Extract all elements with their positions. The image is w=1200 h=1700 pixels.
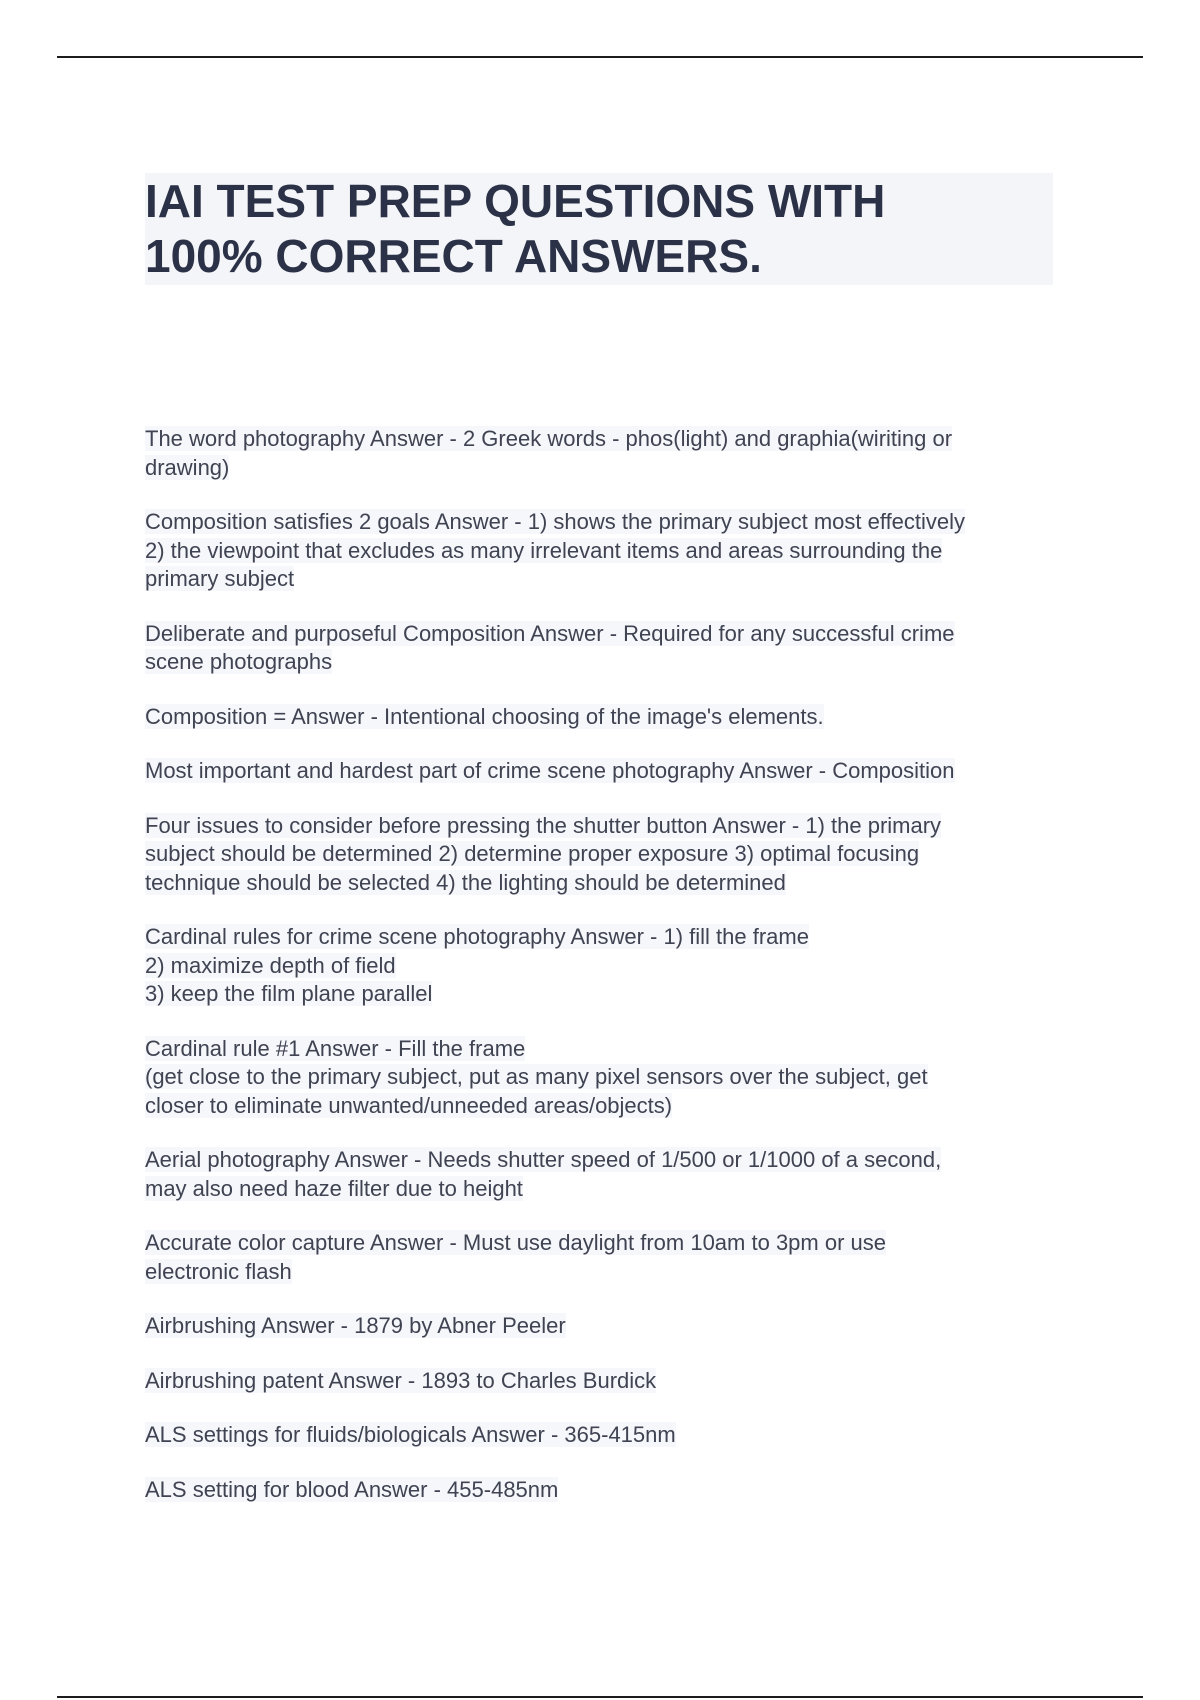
qa-text: Composition satisfies 2 goals Answer - 1) shows the primary subject most effectively: [145, 509, 966, 534]
qa-line: [145, 1146, 1065, 1175]
document-title: [145, 173, 1053, 285]
qa-text: (get close to the primary subject, put as many pixel sensors over the subject, get: [145, 1064, 928, 1089]
qa-line: [145, 1421, 1065, 1450]
qa-line: [145, 1312, 1065, 1341]
qa-entry: [145, 1229, 1065, 1286]
qa-text: Accurate color capture Answer - Must use daylight from 10am to 3pm or use: [145, 1230, 886, 1255]
qa-text: 3) keep the film plane parallel: [145, 981, 433, 1006]
qa-text: Airbrushing Answer - 1879 by Abner Peeler: [145, 1313, 566, 1338]
qa-entry: [145, 703, 1065, 732]
qa-entry: [145, 508, 1065, 594]
qa-entry: [145, 1035, 1065, 1121]
qa-text: technique should be selected 4) the lighting should be determined: [145, 869, 786, 895]
qa-line: [145, 1092, 1065, 1121]
qa-text: 2) maximize depth of field: [145, 952, 396, 978]
qa-text: ALS setting for blood Answer - 455-485nm: [145, 1476, 559, 1502]
qa-text: Cardinal rule #1 Answer - Fill the frame: [145, 1035, 526, 1061]
qa-text: Four issues to consider before pressing the shutter button Answer - 1) the primary: [145, 812, 942, 838]
qa-text: Airbrushing patent Answer - 1893 to Charles Burdick: [145, 1367, 657, 1393]
qa-line: [145, 952, 1065, 981]
title-line: 100% CORRECT ANSWERS.: [145, 230, 762, 282]
qa-line: [145, 454, 1065, 483]
qa-text: Aerial photography Answer - Needs shutter speed of 1/500 or 1/1000 of a second,: [145, 1147, 942, 1172]
qa-line: [145, 1175, 1065, 1204]
qa-line: [145, 648, 1065, 677]
qa-list: [145, 425, 1065, 1530]
qa-line: [145, 565, 1065, 594]
qa-text: Composition = Answer - Intentional choosing of the image's elements.: [145, 703, 824, 729]
qa-line: [145, 1035, 1065, 1064]
qa-text: may also need haze filter due to height: [145, 1175, 523, 1201]
qa-line: [145, 980, 1065, 1009]
qa-entry: [145, 1476, 1065, 1505]
qa-entry: [145, 757, 1065, 786]
qa-text: 2) the viewpoint that excludes as many irrelevant items and areas surrounding the: [145, 537, 943, 563]
top-rule: [57, 56, 1143, 58]
qa-line: [145, 508, 1065, 537]
qa-entry: [145, 812, 1065, 898]
qa-line: [145, 757, 1065, 786]
qa-line: [145, 1258, 1065, 1287]
qa-entry: [145, 425, 1065, 482]
qa-line: [145, 620, 1065, 649]
qa-text: electronic flash: [145, 1258, 292, 1284]
qa-line: [145, 1063, 1065, 1092]
bottom-rule: [57, 1696, 1143, 1698]
title-line: IAI TEST PREP QUESTIONS WITH: [145, 175, 886, 227]
qa-entry: [145, 1367, 1065, 1396]
qa-entry: [145, 1146, 1065, 1203]
qa-text: primary subject: [145, 566, 295, 591]
qa-line: [145, 1229, 1065, 1258]
qa-text: closer to eliminate unwanted/unneeded areas/objects): [145, 1092, 673, 1118]
qa-line: [145, 1367, 1065, 1396]
qa-text: subject should be determined 2) determine proper exposure 3) optimal focusing: [145, 841, 920, 866]
qa-text: Deliberate and purposeful Composition Answer - Required for any successful crime: [145, 620, 955, 646]
qa-entry: [145, 923, 1065, 1009]
qa-text: drawing): [145, 454, 230, 480]
qa-text: ALS settings for fluids/biologicals Answer - 365-415nm: [145, 1422, 676, 1447]
qa-entry: [145, 620, 1065, 677]
qa-entry: [145, 1312, 1065, 1341]
qa-text: scene photographs: [145, 649, 333, 674]
qa-line: [145, 703, 1065, 732]
qa-line: [145, 840, 1065, 869]
qa-line: [145, 869, 1065, 898]
qa-text: Cardinal rules for crime scene photography Answer - 1) fill the frame: [145, 924, 809, 949]
qa-text: The word photography Answer - 2 Greek words - phos(light) and graphia(wiriting or: [145, 426, 953, 451]
qa-line: [145, 1476, 1065, 1505]
qa-text: Most important and hardest part of crime scene photography Answer - Composition: [145, 758, 955, 783]
qa-entry: [145, 1421, 1065, 1450]
qa-line: [145, 425, 1065, 454]
qa-line: [145, 923, 1065, 952]
qa-line: [145, 812, 1065, 841]
qa-line: [145, 537, 1065, 566]
